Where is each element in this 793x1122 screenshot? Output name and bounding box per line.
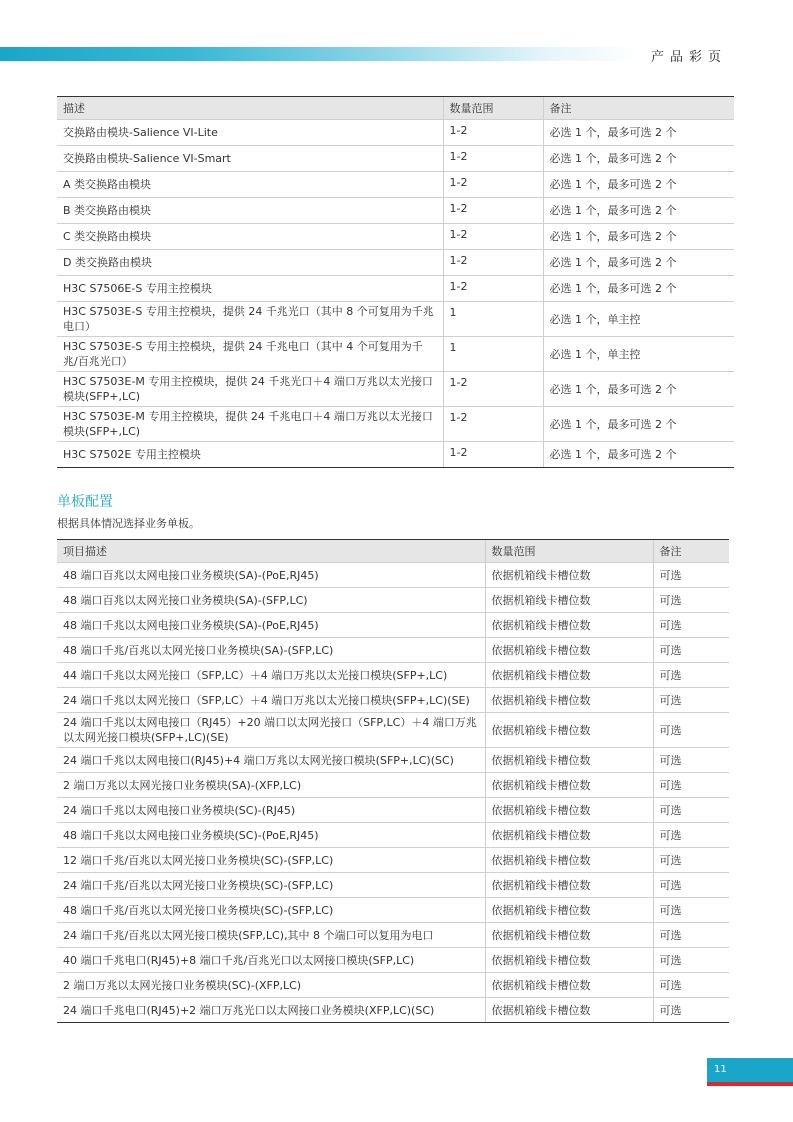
table-cell: 必选 1 个，最多可选 2 个 xyxy=(543,120,734,146)
table-cell: 2 端口万兆以太网光接口业务模块(SA)-(XFP,LC) xyxy=(57,773,485,798)
table-row xyxy=(57,372,734,407)
table-cell: 1-2 xyxy=(443,276,543,302)
table-cell: 可选 xyxy=(653,923,729,948)
table-cell: 1-2 xyxy=(443,224,543,250)
table-header-row xyxy=(57,97,734,120)
table-cell: H3C S7506E-S 专用主控模块 xyxy=(57,276,443,302)
table-row xyxy=(57,407,734,442)
table-cell: 2 端口万兆以太网光接口业务模块(SC)-(XFP,LC) xyxy=(57,973,485,998)
table-cell: A 类交换路由模块 xyxy=(57,172,443,198)
table-cell: 依据机箱线卡槽位数 xyxy=(485,998,653,1023)
table-cell: 可选 xyxy=(653,873,729,898)
table-row xyxy=(57,442,734,468)
table-row xyxy=(57,563,729,588)
table-cell: 40 端口千兆电口(RJ45)+8 端口千兆/百兆光口以太网接口模块(SFP,LC) xyxy=(57,948,485,973)
table-cell: 必选 1 个，最多可选 2 个 xyxy=(543,250,734,276)
table-cell: 12 端口千兆/百兆以太网光接口业务模块(SC)-(SFP,LC) xyxy=(57,848,485,873)
table-row xyxy=(57,798,729,823)
table-cell: 依据机箱线卡槽位数 xyxy=(485,688,653,713)
table-cell: 可选 xyxy=(653,563,729,588)
table-cell: 可选 xyxy=(653,713,729,748)
table-header-row xyxy=(57,540,729,563)
table-cell: 必选 1 个，最多可选 2 个 xyxy=(543,407,734,442)
table-cell: 可选 xyxy=(653,898,729,923)
table-cell: 依据机箱线卡槽位数 xyxy=(485,798,653,823)
table-cell: 24 端口千兆以太网光接口（SFP,LC）＋4 端口万兆以太光接口模块(SFP+,LC)(SE) xyxy=(57,688,485,713)
table-cell: 依据机箱线卡槽位数 xyxy=(485,873,653,898)
table-cell: 1-2 xyxy=(443,407,543,442)
table-row xyxy=(57,120,734,146)
table-cell: 1-2 xyxy=(443,442,543,468)
table-cell: D 类交换路由模块 xyxy=(57,250,443,276)
table-cell: 24 端口千兆电口(RJ45)+2 端口万兆光口以太网接口业务模块(XFP,LC)(SC) xyxy=(57,998,485,1023)
table-cell: 依据机箱线卡槽位数 xyxy=(485,898,653,923)
table-cell: H3C S7503E-S 专用主控模块，提供 24 千兆光口（其中 8 个可复用为千兆电口） xyxy=(57,302,443,337)
table-cell: 1-2 xyxy=(443,198,543,224)
table-row xyxy=(57,923,729,948)
table-cell: 依据机箱线卡槽位数 xyxy=(485,973,653,998)
table-cell: 48 端口千兆/百兆以太网光接口业务模块(SC)-(SFP,LC) xyxy=(57,898,485,923)
table-cell: 必选 1 个，最多可选 2 个 xyxy=(543,198,734,224)
table-cell: 1-2 xyxy=(443,372,543,407)
table-cell: 交换路由模块-Salience VI-Smart xyxy=(57,146,443,172)
table-cell: 必选 1 个，单主控 xyxy=(543,302,734,337)
table-row xyxy=(57,663,729,688)
table-cell: 24 端口千兆以太网电接口（RJ45）+20 端口以太网光接口（SFP,LC）＋4 端口万兆以太网光接口模块(SFP+,LC)(SE) xyxy=(57,713,485,748)
table-cell: 48 端口千兆以太网电接口业务模块(SC)-(PoE,RJ45) xyxy=(57,823,485,848)
table-cell: 48 端口千兆以太网电接口业务模块(SA)-(PoE,RJ45) xyxy=(57,613,485,638)
table-cell: 必选 1 个，最多可选 2 个 xyxy=(543,146,734,172)
table-cell: 依据机箱线卡槽位数 xyxy=(485,748,653,773)
table-cell: 可选 xyxy=(653,588,729,613)
page-header-title: 产品彩页 xyxy=(650,50,727,65)
section-title: 单板配置 xyxy=(57,494,113,510)
table-cell: 依据机箱线卡槽位数 xyxy=(485,663,653,688)
table-cell: 可选 xyxy=(653,823,729,848)
table-cell: 依据机箱线卡槽位数 xyxy=(485,773,653,798)
table-cell: 可选 xyxy=(653,798,729,823)
table-cell: 必选 1 个，最多可选 2 个 xyxy=(543,372,734,407)
table-row xyxy=(57,224,734,250)
table-cell: 必选 1 个，最多可选 2 个 xyxy=(543,442,734,468)
table-cell: H3C S7503E-S 专用主控模块，提供 24 千兆电口（其中 4 个可复用为千兆/百兆光口） xyxy=(57,337,443,372)
table-cell: 必选 1 个，最多可选 2 个 xyxy=(543,276,734,302)
table-cell: 24 端口千兆以太网电接口业务模块(SC)-(RJ45) xyxy=(57,798,485,823)
table-row xyxy=(57,688,729,713)
table-cell: 1 xyxy=(443,337,543,372)
table-cell: 1-2 xyxy=(443,146,543,172)
table-cell: 1 xyxy=(443,302,543,337)
table-cell: 依据机箱线卡槽位数 xyxy=(485,948,653,973)
table-cell: B 类交换路由模块 xyxy=(57,198,443,224)
table-cell: 1-2 xyxy=(443,250,543,276)
table-cell: H3C S7502E 专用主控模块 xyxy=(57,442,443,468)
table-row xyxy=(57,948,729,973)
main-control-module-table xyxy=(57,96,734,468)
table-cell: 可选 xyxy=(653,663,729,688)
table-row xyxy=(57,172,734,198)
table-row xyxy=(57,638,729,663)
table-cell: H3C S7503E-M 专用主控模块，提供 24 千兆电口＋4 端口万兆以太光接口模块(SFP+,LC) xyxy=(57,407,443,442)
column-header: 备注 xyxy=(653,540,729,563)
table-row xyxy=(57,337,734,372)
table-cell: 依据机箱线卡槽位数 xyxy=(485,563,653,588)
table-row xyxy=(57,973,729,998)
table-cell: 1-2 xyxy=(443,120,543,146)
table-cell: 可选 xyxy=(653,973,729,998)
table-row xyxy=(57,823,729,848)
table-cell: 可选 xyxy=(653,998,729,1023)
table-row xyxy=(57,250,734,276)
table-row xyxy=(57,848,729,873)
table-cell: 依据机箱线卡槽位数 xyxy=(485,588,653,613)
table-cell: 必选 1 个，最多可选 2 个 xyxy=(543,172,734,198)
table-cell: 必选 1 个，最多可选 2 个 xyxy=(543,224,734,250)
table-row xyxy=(57,873,729,898)
table-cell: 可选 xyxy=(653,848,729,873)
table-cell: 1-2 xyxy=(443,172,543,198)
table-cell: 依据机箱线卡槽位数 xyxy=(485,613,653,638)
column-header: 描述 xyxy=(57,97,443,120)
table-cell: 交换路由模块-Salience VI-Lite xyxy=(57,120,443,146)
table-row xyxy=(57,713,729,748)
table-cell: 依据机箱线卡槽位数 xyxy=(485,823,653,848)
column-header: 数量范围 xyxy=(485,540,653,563)
table-cell: 可选 xyxy=(653,748,729,773)
table-row xyxy=(57,748,729,773)
table-cell: 依据机箱线卡槽位数 xyxy=(485,848,653,873)
table-cell: 44 端口千兆以太网光接口（SFP,LC）＋4 端口万兆以太光接口模块(SFP+,LC) xyxy=(57,663,485,688)
table-row xyxy=(57,898,729,923)
table-row xyxy=(57,302,734,337)
table-cell: 依据机箱线卡槽位数 xyxy=(485,923,653,948)
table-row xyxy=(57,146,734,172)
table-row xyxy=(57,773,729,798)
table-cell: 可选 xyxy=(653,948,729,973)
table-cell: 48 端口千兆/百兆以太网光接口业务模块(SA)-(SFP,LC) xyxy=(57,638,485,663)
table-cell: 可选 xyxy=(653,613,729,638)
table-cell: 可选 xyxy=(653,638,729,663)
table-row xyxy=(57,276,734,302)
table-cell: 依据机箱线卡槽位数 xyxy=(485,713,653,748)
table-cell: 24 端口千兆/百兆以太网光接口模块(SFP,LC),其中 8 个端口可以复用为电口 xyxy=(57,923,485,948)
table-row xyxy=(57,588,729,613)
table-cell: 48 端口百兆以太网电接口业务模块(SA)-(PoE,RJ45) xyxy=(57,563,485,588)
table-row xyxy=(57,998,729,1023)
table-cell: 依据机箱线卡槽位数 xyxy=(485,638,653,663)
table-row xyxy=(57,198,734,224)
table-cell: C 类交换路由模块 xyxy=(57,224,443,250)
table-cell: H3C S7503E-M 专用主控模块，提供 24 千兆光口＋4 端口万兆以太光接口模块(SFP+,LC) xyxy=(57,372,443,407)
board-config-table xyxy=(57,539,729,1023)
section-description: 根据具体情况选择业务单板。 xyxy=(57,517,200,530)
table-cell: 24 端口千兆/百兆以太网光接口业务模块(SC)-(SFP,LC) xyxy=(57,873,485,898)
column-header: 项目描述 xyxy=(57,540,485,563)
column-header: 数量范围 xyxy=(443,97,543,120)
table-row xyxy=(57,613,729,638)
table-cell: 可选 xyxy=(653,688,729,713)
table-cell: 可选 xyxy=(653,773,729,798)
table-cell: 24 端口千兆以太网电接口(RJ45)+4 端口万兆以太网光接口模块(SFP+,LC)(SC) xyxy=(57,748,485,773)
table-cell: 必选 1 个，单主控 xyxy=(543,337,734,372)
header-gradient-bar xyxy=(0,47,640,61)
page-number: 11 xyxy=(707,1058,793,1082)
table-cell: 48 端口百兆以太网光接口业务模块(SA)-(SFP,LC) xyxy=(57,588,485,613)
column-header: 备注 xyxy=(543,97,734,120)
